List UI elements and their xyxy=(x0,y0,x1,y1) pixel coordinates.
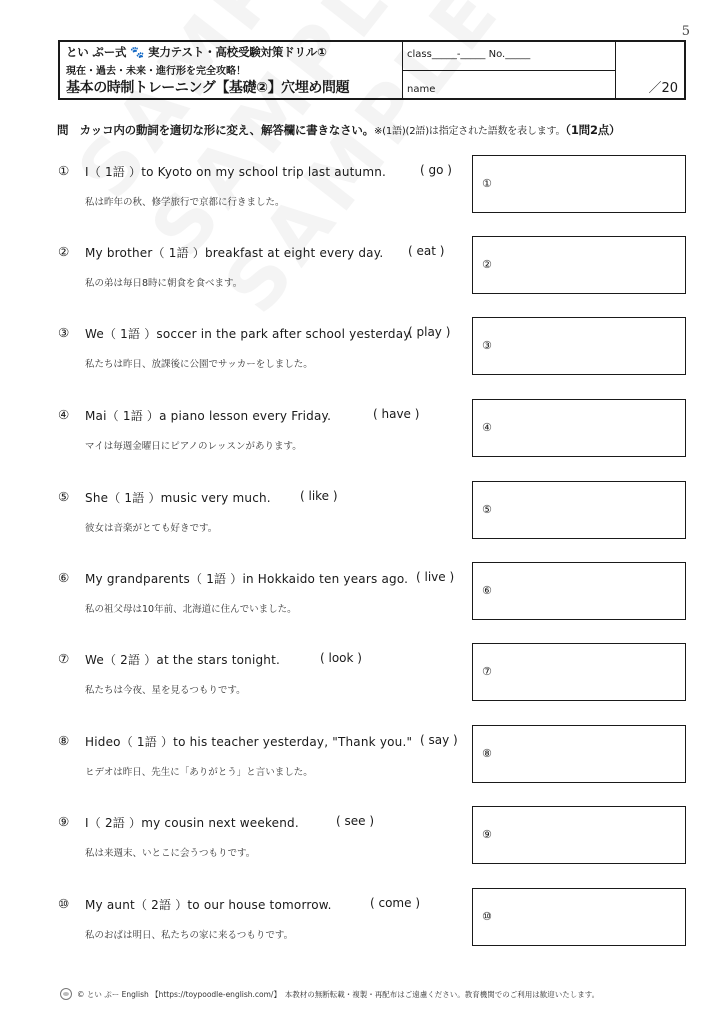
question-sentence: My brother（ 1語 ）breakfast at eight every day. xyxy=(85,246,384,260)
instruction-points: （1問2点） xyxy=(565,123,621,137)
verb-hint: ( live ) xyxy=(416,570,455,584)
question-sentence: We（ 2語 ）at the stars tonight. xyxy=(85,653,281,667)
question-number: ⑨ xyxy=(58,814,70,829)
translation: 私は来週末、いとこに会うつもりです。 xyxy=(85,848,256,859)
answer-box[interactable] xyxy=(472,317,686,375)
score-box xyxy=(616,42,684,98)
verb-hint: ( eat ) xyxy=(408,244,445,258)
student-info xyxy=(403,42,616,98)
answer-box[interactable] xyxy=(472,888,686,946)
question-2 xyxy=(58,236,698,300)
name-field[interactable]: name xyxy=(407,84,436,95)
answer-box[interactable] xyxy=(472,806,686,864)
translation: 私のおばは明日、私たちの家に来るつもりです。 xyxy=(85,930,294,941)
question-number: ⑥ xyxy=(58,570,70,585)
question-7 xyxy=(58,643,698,707)
question-number: ③ xyxy=(58,325,70,340)
answer-box-label: ⑨ xyxy=(482,828,492,841)
question-number: ⑧ xyxy=(58,733,70,748)
translation: マイは毎週金曜日にピアノのレッスンがあります。 xyxy=(85,441,302,452)
answer-box[interactable] xyxy=(472,725,686,783)
translation: 私たちは昨日、放課後に公園でサッカーをしました。 xyxy=(85,359,313,370)
verb-hint: ( say ) xyxy=(420,733,458,747)
instruction-note: ※(1語)(2語)は指定された語数を表します。 xyxy=(373,126,566,137)
question-sentence: I（ 1語 ）to Kyoto on my school trip last autumn. xyxy=(85,165,387,179)
worksheet-header xyxy=(58,40,686,100)
title-block xyxy=(60,42,403,98)
question-number: ② xyxy=(58,244,70,259)
series-title: とい ぷー式 🐾 実力テスト・高校受験対策ドリル① xyxy=(66,45,327,59)
footer-text: © とい ぷー English 【https://toypoodle-english.com/】 本教材の無断転載・複製・再配布はご遠慮ください。教育機関でのご利用は歓迎いたします。 xyxy=(77,989,600,999)
answer-box[interactable] xyxy=(472,399,686,457)
answer-box-label: ⑩ xyxy=(482,910,492,923)
question-number: ⑤ xyxy=(58,489,70,504)
answer-box[interactable] xyxy=(472,562,686,620)
answer-box-label: ⑥ xyxy=(482,584,492,597)
question-4 xyxy=(58,399,698,463)
question-sentence: She（ 1語 ）music very much. xyxy=(85,491,271,505)
question-sentence: Hideo（ 1語 ）to his teacher yesterday, "Thank you." xyxy=(85,735,413,749)
question-sentence: My grandparents（ 1語 ）in Hokkaido ten years ago. xyxy=(85,572,409,586)
question-9 xyxy=(58,806,698,870)
question-number: ④ xyxy=(58,407,70,422)
verb-hint: ( look ) xyxy=(320,651,362,665)
score-total: ／20 xyxy=(648,81,678,96)
verb-hint: ( like ) xyxy=(300,489,338,503)
answer-box-label: ④ xyxy=(482,421,492,434)
question-sentence: We（ 1語 ）soccer in the park after school yesterday. xyxy=(85,327,413,341)
translation: 私は昨年の秋、修学旅行で京都に行きました。 xyxy=(85,197,285,208)
question-3 xyxy=(58,317,698,381)
answer-box[interactable] xyxy=(472,481,686,539)
class-field[interactable]: class_____-_____ No._____ xyxy=(403,42,615,71)
question-6 xyxy=(58,562,698,626)
verb-hint: ( go ) xyxy=(420,163,452,177)
question-sentence: I（ 2語 ）my cousin next weekend. xyxy=(85,816,299,830)
question-number: ⑩ xyxy=(58,896,70,911)
translation: 私たちは今夜、星を見るつもりです。 xyxy=(85,685,246,696)
answer-box-label: ⑦ xyxy=(482,665,492,678)
verb-hint: ( have ) xyxy=(373,407,420,421)
question-sentence: My aunt（ 2語 ）to our house tomorrow. xyxy=(85,898,332,912)
instruction xyxy=(57,122,697,138)
answer-box-label: ⑤ xyxy=(482,503,492,516)
answer-box[interactable] xyxy=(472,155,686,213)
verb-hint: ( see ) xyxy=(336,814,375,828)
subtitle: 現在・過去・未来・進行形を完全攻略！ xyxy=(66,66,246,77)
verb-hint: ( come ) xyxy=(370,896,421,910)
question-8 xyxy=(58,725,698,789)
question-sentence: Mai（ 1語 ）a piano lesson every Friday. xyxy=(85,409,332,423)
question-10 xyxy=(58,888,698,952)
poodle-logo-icon xyxy=(60,988,72,1000)
answer-box-label: ⑧ xyxy=(482,747,492,760)
translation: 私の祖父母は10年前、北海道に住んでいました。 xyxy=(85,604,297,615)
answer-box[interactable] xyxy=(472,643,686,701)
question-number: ⑦ xyxy=(58,651,70,666)
worksheet-title: 基本の時制トレーニング【基礎②】穴埋め問題 xyxy=(66,80,350,96)
translation: 彼女は音楽がとても好きです。 xyxy=(85,523,218,534)
question-5 xyxy=(58,481,698,545)
footer xyxy=(60,988,680,1000)
answer-box-label: ① xyxy=(482,177,492,190)
translation: 私の弟は毎日8時に朝食を食べます。 xyxy=(85,278,243,289)
verb-hint: ( play ) xyxy=(408,325,451,339)
translation: ヒデオは昨日、先生に「ありがとう」と言いました。 xyxy=(85,767,313,778)
question-number: ① xyxy=(58,163,70,178)
page-number: 5 xyxy=(681,24,690,39)
instruction-main: 問 カッコ内の動詞を適切な形に変え、解答欄に書きなさい。 xyxy=(57,123,374,137)
answer-box[interactable] xyxy=(472,236,686,294)
answer-box-label: ② xyxy=(482,258,492,271)
answer-box-label: ③ xyxy=(482,339,492,352)
question-1 xyxy=(58,155,698,219)
